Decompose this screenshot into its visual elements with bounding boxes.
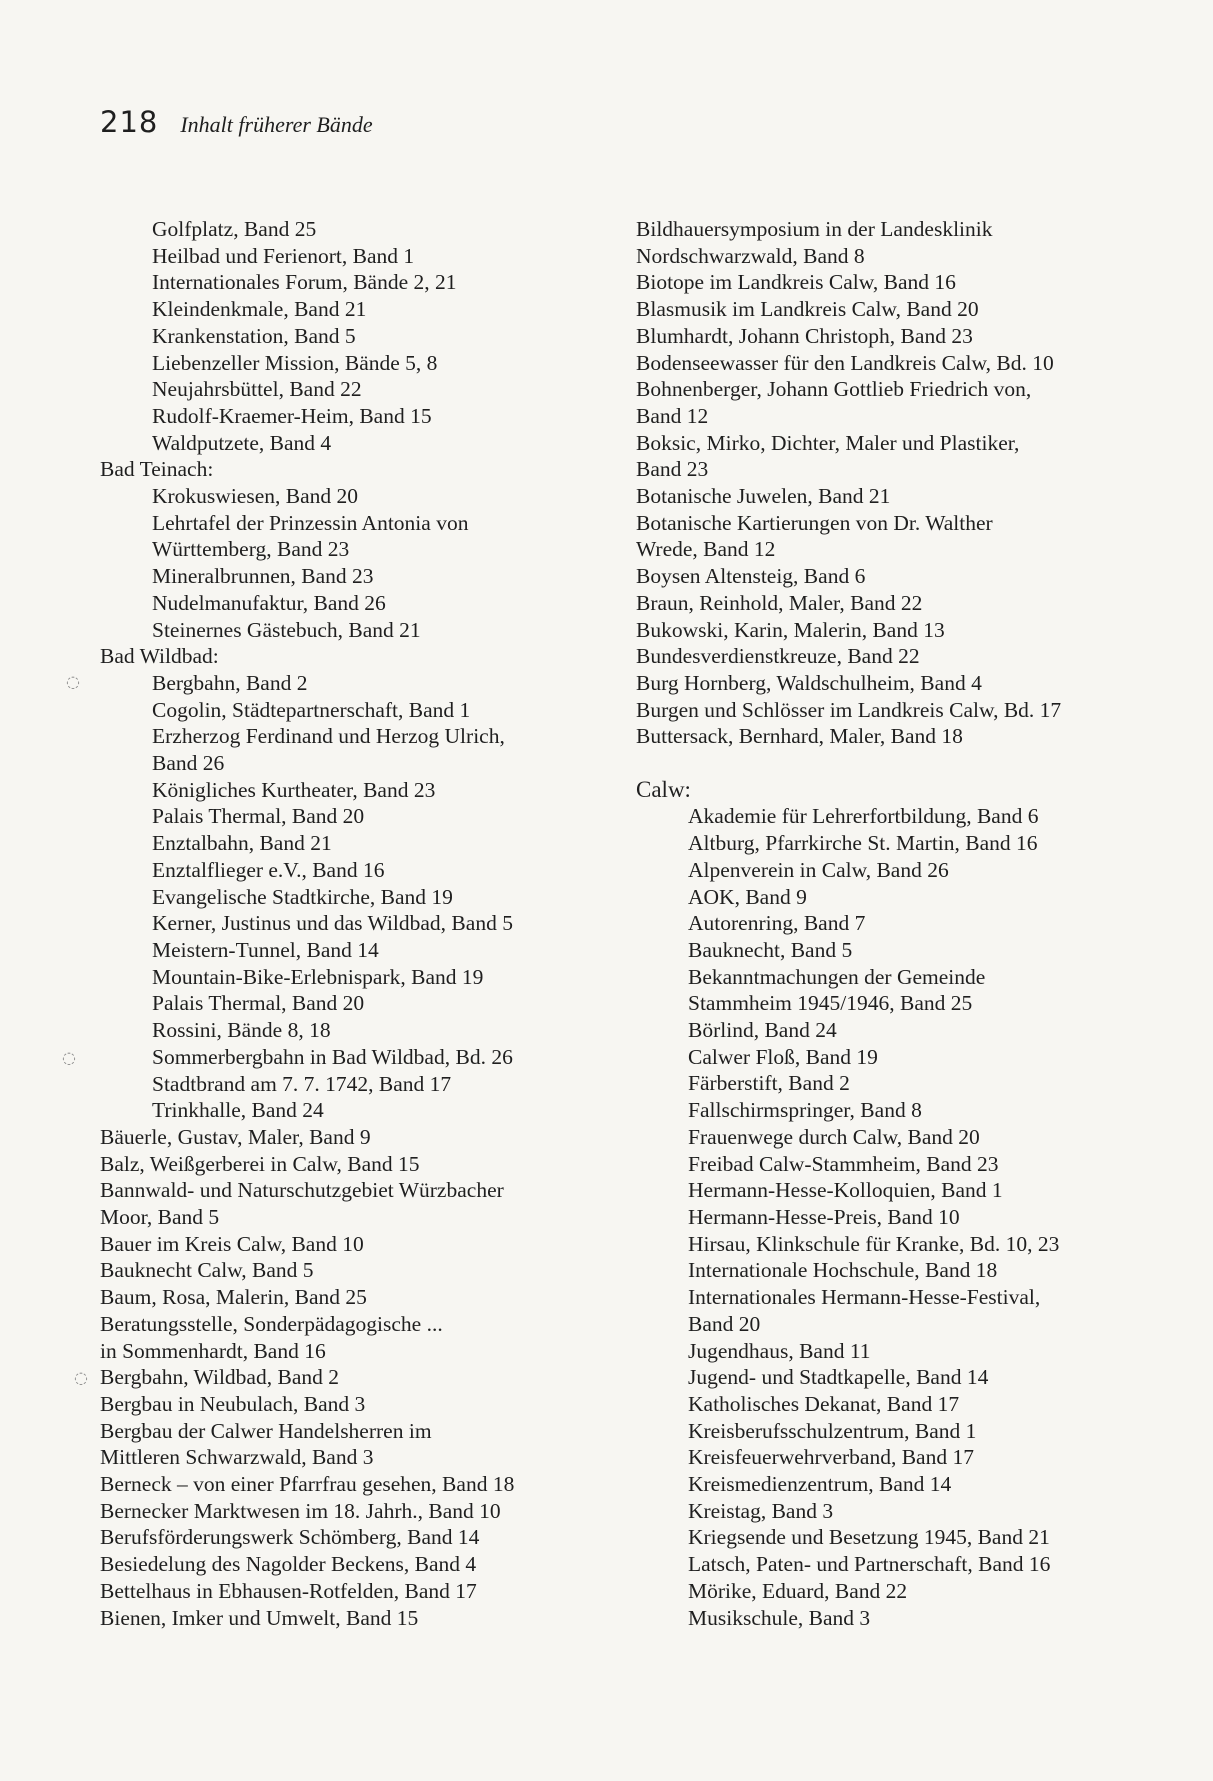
index-entry: Internationales Forum, Bände 2, 21 [152,270,457,295]
index-entry: Freibad Calw-Stammheim, Band 23 [688,1151,999,1176]
index-entry: Internationales Hermann-Hesse-Festival, [688,1285,1041,1310]
index-entry: Bodenseewasser für den Landkreis Calw, Bd. 10 [636,350,1054,375]
index-entry: Krokuswiesen, Band 20 [152,484,359,509]
index-entry: Bienen, Imker und Umwelt, Band 15 [100,1605,419,1630]
index-entry: Stammheim 1945/1946, Band 25 [688,991,973,1016]
index-entry: Bannwald- und Naturschutzgebiet Würzbacher [100,1178,504,1203]
index-entry: in Sommenhardt, Band 16 [100,1338,326,1363]
index-entry: Bildhauersymposium in der Landesklinik [636,217,993,241]
index-entry: Burgen und Schlösser im Landkreis Calw, Bd. 17 [636,697,1062,722]
index-entry: Balz, Weißgerberei in Calw, Band 15 [100,1151,420,1176]
index-entry: Heilbad und Ferienort, Band 1 [152,243,415,268]
index-entry: Band 12 [636,403,709,428]
index-entry: Kleindenkmale, Band 21 [152,297,367,322]
index-entry: Bergbahn, Band 2 [152,670,308,695]
index-entry: Stadtbrand am 7. 7. 1742, Band 17 [152,1071,452,1096]
index-entry: Bekanntmachungen der Gemeinde [688,964,986,989]
index-entry: Mountain-Bike-Erlebnispark, Band 19 [152,964,484,989]
index-entry: Erzherzog Ferdinand und Herzog Ulrich, [152,724,505,749]
index-entry: Blumhardt, Johann Christoph, Band 23 [636,323,973,348]
index-entry: Jugend- und Stadtkapelle, Band 14 [688,1365,989,1390]
index-entry: Mineralbrunnen, Band 23 [152,564,374,589]
index-entry: Bauer im Kreis Calw, Band 10 [100,1231,364,1256]
index-entry: Botanische Kartierungen von Dr. Walther [636,510,993,535]
index-entry: Hermann-Hesse-Kolloquien, Band 1 [688,1178,1003,1203]
index-entry: Bauknecht, Band 5 [688,937,853,962]
index-entry: Palais Thermal, Band 20 [152,804,365,829]
index-entry: Bukowski, Karin, Malerin, Band 13 [636,617,945,642]
index-entry: Fallschirmspringer, Band 8 [688,1098,922,1123]
index-entry: Bauknecht Calw, Band 5 [100,1258,314,1283]
index-entry: Internationale Hochschule, Band 18 [688,1258,998,1283]
index-entry: Wrede, Band 12 [636,537,776,562]
index-entry: Besiedelung des Nagolder Beckens, Band 4 [100,1552,477,1577]
index-entry: Band 23 [636,457,709,482]
index-entry: Latsch, Paten- und Partnerschaft, Band 16 [688,1552,1051,1577]
index-entry: Altburg, Pfarrkirche St. Martin, Band 16 [688,831,1038,856]
index-entry: Trinkhalle, Band 24 [152,1098,324,1123]
index-entry: Frauenwege durch Calw, Band 20 [688,1124,980,1149]
index-entry: Moor, Band 5 [100,1205,220,1230]
index-entry: Bad Wildbad: [100,644,219,669]
index-entry: Katholisches Dekanat, Band 17 [688,1391,960,1416]
index-entry: Bäuerle, Gustav, Maler, Band 9 [100,1124,371,1149]
margin-mark-icon: ◌ [74,1368,88,1387]
index-entry: Kreisfeuerwehrverband, Band 17 [688,1445,974,1470]
index-entry: Braun, Reinhold, Maler, Band 22 [636,590,923,615]
index-entry: Boksic, Mirko, Dichter, Maler und Plastiker, [636,430,1020,455]
index-entry: Bernecker Marktwesen im 18. Jahrh., Band 10 [100,1498,501,1523]
index-entry: Steinernes Gästebuch, Band 21 [152,617,421,642]
index-entry: Akademie für Lehrerfortbildung, Band 6 [688,804,1039,829]
margin-mark-icon: ◌ [62,1048,76,1067]
index-entry: Blasmusik im Landkreis Calw, Band 20 [636,297,979,322]
index-entry: Bergbahn, Wildbad, Band 2 [100,1365,339,1390]
index-entry: Enztalflieger e.V., Band 16 [152,857,385,882]
index-entry: Evangelische Stadtkirche, Band 19 [152,884,453,909]
index-entry: Berneck – von einer Pfarrfrau gesehen, Band 18 [100,1472,515,1497]
index-entry: AOK, Band 9 [688,884,807,909]
page-header [100,105,373,139]
index-entry: Palais Thermal, Band 20 [152,991,365,1016]
index-entry: Kreistag, Band 3 [688,1498,834,1523]
index-entry: Golfplatz, Band 25 [152,217,317,241]
index-entry: Sommerbergbahn in Bad Wildbad, Bd. 26 [152,1044,513,1069]
index-entry: Liebenzeller Mission, Bände 5, 8 [152,350,438,375]
index-section-heading: Calw: [636,776,691,802]
index-entry: Hirsau, Klinkschule für Kranke, Bd. 10, 23 [688,1231,1060,1256]
index-entry: Württemberg, Band 23 [152,537,350,562]
index-entry: Neujahrsbüttel, Band 22 [152,377,362,402]
index-entry: Cogolin, Städtepartnerschaft, Band 1 [152,697,471,722]
index-entry: Jugendhaus, Band 11 [688,1338,871,1363]
index-entry: Bergbau in Neubulach, Band 3 [100,1391,366,1416]
index-entry: Baum, Rosa, Malerin, Band 25 [100,1285,367,1310]
index-entry: Hermann-Hesse-Preis, Band 10 [688,1205,960,1229]
index-entry: Berufsförderungswerk Schömberg, Band 14 [100,1525,480,1550]
index-entry: Färberstift, Band 2 [688,1071,850,1096]
margin-mark-icon: ◌ [66,672,80,691]
index-entry: Nudelmanufaktur, Band 26 [152,590,386,615]
index-entry: Meistern-Tunnel, Band 14 [152,937,379,962]
index-entry: Bergbau der Calwer Handelsherren im [100,1418,432,1443]
index-entry: Börlind, Band 24 [688,1018,837,1043]
index-entry: Bundesverdienstkreuze, Band 22 [636,644,920,669]
index-entry: Enztalbahn, Band 21 [152,831,332,856]
index-column-left [100,216,600,1631]
index-entry: Kreismedienzentrum, Band 14 [688,1472,952,1497]
index-entry: Bohnenberger, Johann Gottlieb Friedrich von, [636,377,1032,402]
page-number: 218 [100,105,159,139]
index-entry: Nordschwarzwald, Band 8 [636,243,865,268]
index-entry: Beratungsstelle, Sonderpädagogische ... [100,1311,443,1336]
index-entry: Rudolf-Kraemer-Heim, Band 15 [152,403,432,428]
index-entry: Biotope im Landkreis Calw, Band 16 [636,270,956,295]
index-entry: Bad Teinach: [100,457,214,482]
index-column-right [636,216,1156,1631]
index-entry: Buttersack, Bernhard, Maler, Band 18 [636,724,963,749]
index-entry: Alpenverein in Calw, Band 26 [688,857,949,882]
index-entry: Kreisberufsschulzentrum, Band 1 [688,1418,977,1443]
index-entry: Mittleren Schwarzwald, Band 3 [100,1445,374,1470]
index-entry: Bettelhaus in Ebhausen-Rotfelden, Band 17 [100,1578,477,1603]
index-entry: Königliches Kurtheater, Band 23 [152,777,436,802]
index-entry: Band 26 [152,751,225,776]
index-entry: Burg Hornberg, Waldschulheim, Band 4 [636,670,982,695]
index-entry: Rossini, Bände 8, 18 [152,1018,331,1043]
running-title: Inhalt früherer Bände [180,112,373,137]
index-entry: Band 20 [688,1311,761,1336]
index-entry: Krankenstation, Band 5 [152,323,356,348]
index-entry: Boysen Altensteig, Band 6 [636,564,866,589]
index-entry: Lehrtafel der Prinzessin Antonia von [152,510,469,535]
index-entry: Waldputzete, Band 4 [152,430,332,455]
index-entry: Kriegsende und Besetzung 1945, Band 21 [688,1525,1050,1550]
index-entry: Botanische Juwelen, Band 21 [636,484,891,509]
index-spacer [636,750,1156,777]
index-entry: Mörike, Eduard, Band 22 [688,1578,908,1603]
index-entry: Kerner, Justinus und das Wildbad, Band 5 [152,911,513,936]
index-entry: Autorenring, Band 7 [688,911,866,936]
index-entry: Calwer Floß, Band 19 [688,1044,878,1069]
index-entry: Musikschule, Band 3 [688,1605,871,1630]
